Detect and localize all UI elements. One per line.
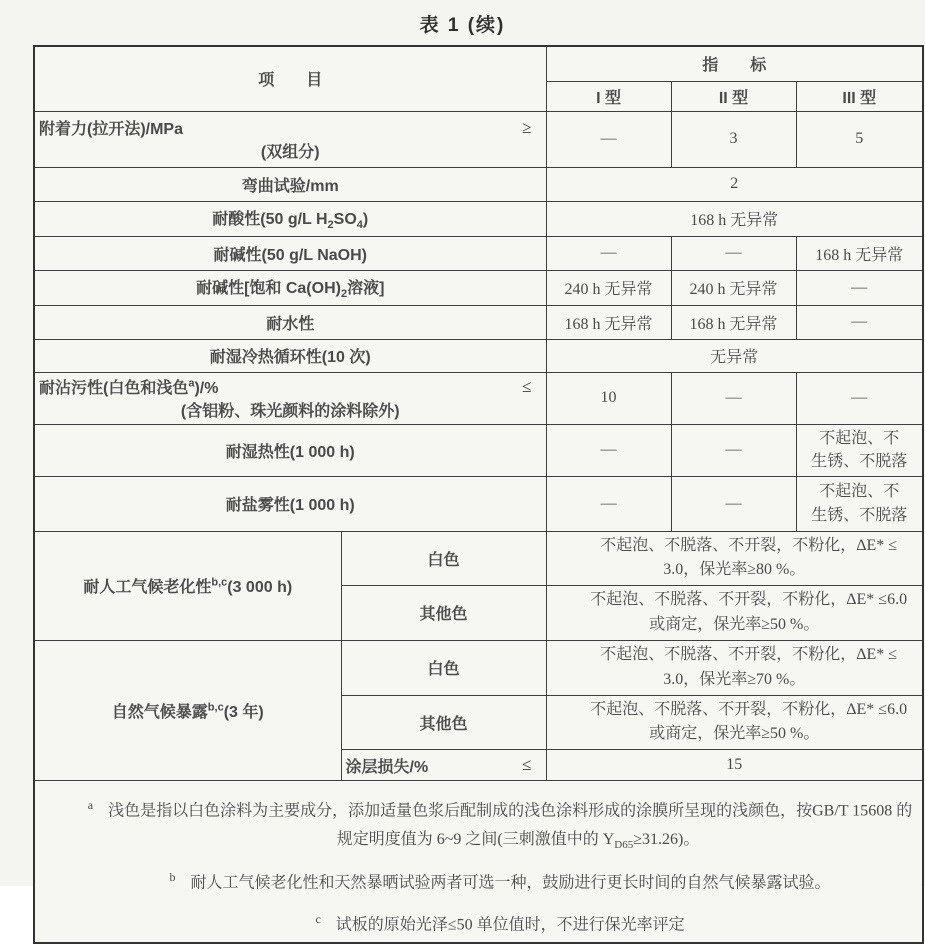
table-row-stain (34, 372, 923, 424)
gte-symbol: ≥ (522, 117, 532, 137)
adhesion-type1-value: — (546, 111, 671, 167)
humidity-type3-line2: 生锈、不脱落 (811, 453, 908, 470)
natural-white-value (546, 640, 923, 695)
table-row-natural-white (34, 640, 923, 695)
natural-group-label (34, 640, 341, 781)
salt-type3-line1: 不起泡、不 (819, 483, 900, 501)
natural-footnote-ref: b,c (207, 701, 224, 714)
adhesion-label (34, 111, 546, 167)
footnote-a (39, 795, 918, 855)
humidity-type1-value: — (546, 424, 671, 476)
stain-footnote-ref: a (188, 377, 195, 390)
alkali-naoh-label: 耐碱性(50 g/L NaOH) (34, 236, 546, 270)
alkali-caoh-type3-value: — (796, 270, 923, 305)
weathering-label-part: (3 000 h) (227, 579, 293, 597)
footnote-c-marker: c (315, 912, 321, 927)
header-type1: I 型 (546, 81, 671, 111)
footnote-b-marker: b (169, 870, 176, 885)
acid-label-part: 耐酸性(50 g/L H (212, 210, 328, 228)
alkali-caoh-type1-value: 240 h 无异常 (546, 270, 671, 305)
bend-value: 2 (546, 167, 923, 201)
acid-sub2: 2 (327, 219, 334, 232)
natural-other-line1: 不起泡、不脱落、不开裂，不粉化，ΔE* ≤6.0 (590, 700, 908, 718)
table-row-bend (34, 167, 923, 201)
adhesion-type3-value: 5 (796, 111, 923, 167)
footnote-b-text: 耐人工气候老化性和天然暴晒试验两者可选一种，鼓励进行更长时间的自然气候暴露试验。 (190, 874, 831, 892)
stain-label-part: 耐沾污性(白色和浅色 (39, 380, 189, 397)
cycle-value: 无异常 (546, 339, 923, 372)
footnotes-row (34, 781, 923, 943)
alkali-caoh-label-part: 溶液] (347, 279, 385, 297)
weathering-white-value (546, 531, 923, 586)
alkali-caoh-label-part: 耐碱性[饱和 Ca(OH) (196, 279, 341, 297)
humidity-type3-line1: 不起泡、不 (819, 429, 900, 447)
stain-label (34, 372, 546, 424)
natural-white-sublabel: 白色 (341, 640, 546, 695)
weathering-white-sublabel: 白色 (341, 531, 546, 586)
alkali-caoh-label (34, 270, 546, 305)
footnote-b (39, 867, 918, 897)
table-row-cycle (34, 339, 923, 372)
bend-label: 弯曲试验/mm (34, 167, 546, 201)
table-row-weathering-white (34, 531, 923, 586)
salt-label: 耐盐雾性(1 000 h) (34, 476, 546, 531)
weathering-other-line1: 不起泡、不脱落、不开裂，不粉化，ΔE* ≤6.0 (590, 591, 908, 609)
header-row-1 (34, 46, 923, 81)
stain-label-line2: (含铝粉、珠光颜料的涂料除外) (180, 403, 400, 420)
acid-label-part: ) (362, 210, 369, 228)
adhesion-label-line2: (双组分) (260, 144, 320, 161)
stain-type1-value: 10 (546, 372, 671, 424)
humidity-label: 耐湿热性(1 000 h) (34, 424, 546, 476)
weathering-white-line2: 3.0，保光率≥80 %。 (663, 561, 806, 579)
natural-other-line2: 或商定，保光率≥50 %。 (649, 725, 820, 743)
natural-loss-value: 15 (546, 750, 923, 781)
alkali-caoh-sub2: 2 (340, 288, 348, 301)
table-row-alkali-caoh (34, 270, 923, 305)
acid-value: 168 h 无异常 (546, 201, 923, 236)
footnote-a-text-end: ≥31.26)。 (633, 830, 700, 848)
natural-label-part: (3 年) (223, 703, 264, 721)
natural-white-line1: 不起泡、不脱落、不开裂，不粉化，ΔE* ≤ (600, 645, 898, 663)
salt-type2-value: — (671, 476, 796, 531)
adhesion-type2-value: 3 (671, 111, 796, 167)
acid-label (34, 201, 546, 236)
water-type2-value: 168 h 无异常 (671, 305, 796, 339)
humidity-type3-value (796, 424, 923, 476)
alkali-naoh-type1-value: — (546, 236, 671, 270)
humidity-type2-value: — (671, 424, 796, 476)
table-title: 表 1 (续) (419, 15, 506, 36)
weathering-group-label (34, 531, 341, 640)
stain-type2-value: — (671, 372, 796, 424)
header-type3: III 型 (796, 81, 923, 111)
cycle-label: 耐湿冷热循环性(10 次) (34, 339, 546, 372)
salt-type1-value: — (546, 476, 671, 531)
table-row-water (34, 305, 923, 339)
lte-symbol: ≤ (522, 755, 532, 775)
alkali-caoh-type2-value: 240 h 无异常 (671, 270, 796, 305)
alkali-naoh-type3-value: 168 h 无异常 (796, 236, 923, 270)
weathering-other-value (546, 586, 923, 641)
water-type3-value: — (796, 305, 923, 339)
stain-type3-value: — (796, 372, 923, 424)
natural-loss-sublabel (341, 750, 546, 781)
spec-table (33, 45, 924, 944)
salt-type3-value (796, 476, 923, 531)
lte-symbol: ≤ (522, 376, 532, 396)
table-row-alkali-naoh (34, 236, 923, 270)
stain-label-text (39, 375, 218, 398)
salt-type3-line2: 生锈、不脱落 (811, 506, 908, 524)
footnote-a-text: 浅色是指以白色涂料为主要成分，添加适量色浆后配制成的浅色涂料形成的涂膜所呈现的浅颜色，按GB/T 15608 的规定明度值为 6~9 之间(三刺激值中的 Y (108, 802, 913, 848)
header-item: 项 目 (34, 46, 546, 111)
footnote-c-text: 试板的原始光泽≤50 单位值时，不进行保光率评定 (335, 916, 685, 934)
alkali-naoh-type2-value: — (671, 236, 796, 270)
water-type1-value: 168 h 无异常 (546, 305, 671, 339)
adhesion-label-text: 附着力(拉开法)/MPa (39, 121, 184, 138)
acid-label-part: SO (333, 210, 357, 228)
footnote-c (39, 909, 918, 939)
header-index: 指 标 (546, 46, 923, 81)
footnotes-cell (34, 781, 923, 943)
natural-label-part: 自然气候暴露 (111, 703, 208, 721)
table-row-adhesion (34, 111, 923, 167)
stain-label-part: )/% (194, 380, 219, 397)
weathering-white-line1: 不起泡、不脱落、不开裂，不粉化，ΔE* ≤ (600, 536, 898, 554)
water-label: 耐水性 (34, 305, 546, 339)
weathering-other-line2: 或商定，保光率≥50 %。 (649, 615, 820, 633)
header-type2: II 型 (671, 81, 796, 111)
table-row-humidity (34, 424, 923, 476)
weathering-other-sublabel: 其他色 (341, 586, 546, 641)
natural-white-line2: 3.0，保光率≥70 %。 (663, 670, 806, 688)
weathering-footnote-ref: b,c (211, 576, 228, 589)
table-row-salt (34, 476, 923, 531)
weathering-label-part: 耐人工气候老化性 (83, 579, 212, 597)
footnote-a-marker: a (87, 798, 94, 813)
natural-other-value (546, 695, 923, 750)
acid-sub4: 4 (356, 219, 363, 232)
footnote-a-subscript: D65 (614, 838, 634, 851)
natural-loss-label-text: 涂层损失/% (345, 758, 429, 776)
natural-other-sublabel: 其他色 (341, 695, 546, 750)
table-row-acid (34, 201, 923, 236)
